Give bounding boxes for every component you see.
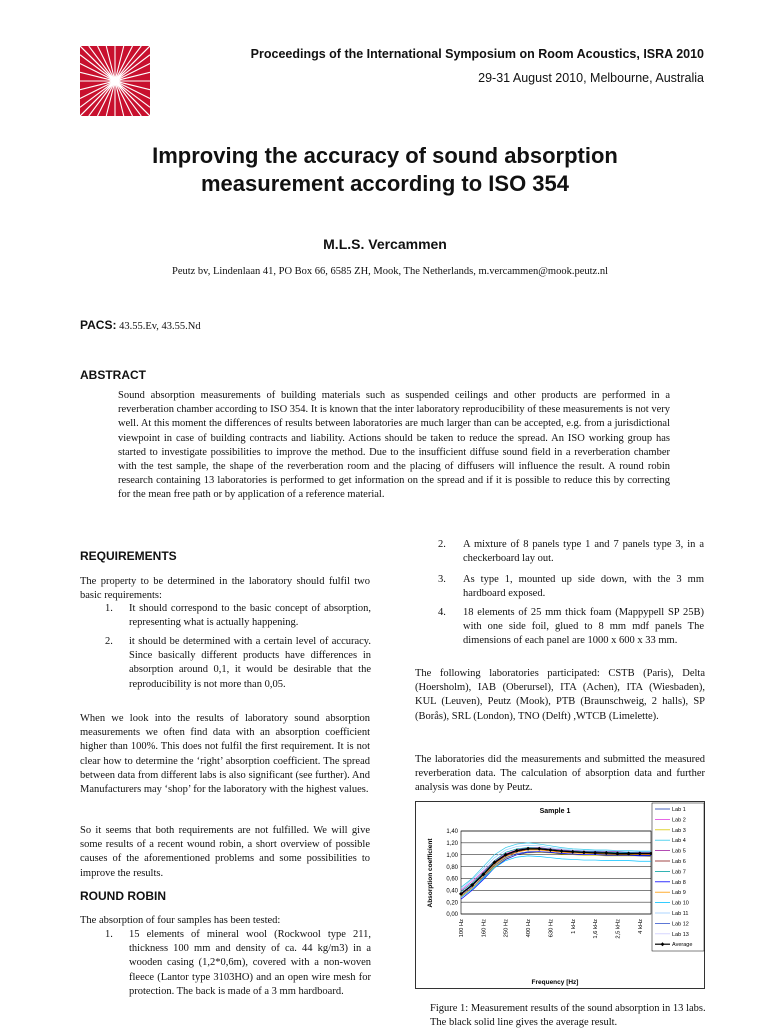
logo-net-pattern [80,46,150,116]
legend-entry: Average [672,942,693,949]
pacs-value: 43.55.Ev, 43.55.Nd [116,321,201,332]
requirements-intro: The property to be determined in the laboratory should fulfil two basic requirements: [80,576,370,602]
abstract-heading: ABSTRACT [80,368,146,382]
legend-entry: Lab 5 [672,848,686,855]
list-item-number: 3. [438,574,446,585]
chart-y-tick-label: 0,40 [446,888,458,895]
chart-x-tick-label: 2,5 kHz [615,919,622,939]
chart-y-tick-label: 0,00 [446,912,458,919]
paragraph-when: When we look into the results of laboratory sound absorption measurements we often find data with an absorption coefficient higher than 100%. This does not fulfil the first requirement. It is not clear how to determine the ‘right’ absorption coefficient. The spread between data from different labs is also significant (see further). And Manufacturers may ‘shop’ for the laboratory with the highest values. [80,713,370,796]
conference-date-location: 29-31 August 2010, Melbourne, Australia [478,71,704,85]
chart-y-axis-label: Absorption coefficient [427,838,434,908]
legend-entry: Lab 10 [672,900,689,907]
chart-x-axis-label: Frequency [Hz] [531,979,579,986]
paper-title [90,142,680,198]
chart-y-tick-label: 1,20 [446,841,458,848]
pacs-line [80,318,201,332]
chart-x-tick-label: 1 kHz [570,919,577,934]
author: M.L.S. Vercammen [323,236,447,252]
legend-entry: Lab 13 [672,931,689,938]
chart-x-tick-label: 100 Hz [459,919,465,938]
list-item [438,606,704,664]
list-item-text: it should be determined with a certain level of accuracy. Since basically different products have differences in absorption around 0,1, it would be desirable that the reproducibility is not more than 0,05. [129,636,371,690]
list-item-text: 18 elements of 25 mm thick foam (Mappypell SP 25B) with one side foil, glued to 8 mm mdf panels The dimensions of each panel are 1000 x 600 x 33 mm. [463,607,704,647]
legend-entry: Lab 9 [672,890,686,897]
paragraph-so: So it seems that both requirements are not fulfilled. We will give some results of a recent wound robin, a short overview of possible causes of the aforementioned problems and some possibilities to improve the results. [80,825,370,879]
pacs-label: PACS: [80,318,117,332]
chart-y-tick-label: 1,00 [446,852,458,859]
list-item-number: 2. [105,636,113,647]
list-item [438,573,704,603]
legend-entry: Lab 4 [672,838,686,845]
list-item [105,928,371,1018]
chart-x-tick-label: 250 Hz [503,919,510,938]
list-item [105,635,371,705]
conference-name: Proceedings of the International Symposium on Room Acoustics, ISRA 2010 [250,47,704,61]
list-item-text: A mixture of 8 panels type 1 and 7 panels type 3, in a checkerboard lay out. [463,539,704,565]
list-item-number: 4. [438,607,446,618]
title-line-2: measurement according to ISO 354 [200,171,570,196]
chart-x-tick-label: 160 Hz [481,919,488,938]
legend-entry: Lab 3 [672,827,686,834]
chart-x-tick-label: 1,6 kHz [593,919,600,939]
chart-x-tick-label: 400 Hz [526,919,533,938]
legend-entry: Lab 2 [672,817,686,824]
list-item-text: 15 elements of mineral wool (Rockwool type 211, thickness 100 mm and density of ca. 44 kg/m3) in a wooden casing (1,2*0,6m), covered with a non-woven fleece (Lantor type 3103HO) and an open wire mesh for protection. The back is made of a 3 mm hardboard. [129,929,371,997]
requirements-heading: REQUIREMENTS [80,549,177,563]
chart-title: Sample 1 [539,808,571,815]
list-item [438,538,704,568]
legend-entry: Lab 7 [672,869,686,876]
chart-y-tick-label: 0,20 [446,900,458,907]
isra-net-logo-icon [80,46,150,116]
list-item-text: As type 1, mounted up side down, with the 3 mm hardboard exposed. [463,574,704,600]
affiliation: Peutz bv, Lindenlaan 41, PO Box 66, 6585 ZH, Mook, The Netherlands, m.vercammen@mook.peutz.nl [171,266,608,277]
legend-entry: Lab 1 [672,807,686,813]
paragraph-laboratories: The following laboratories participated: CSTB (Paris), Delta (Hoersholm), IAB (Oberursel), ITA (Achen), ITA (Wiesbaden), KUL (Leuven), Peutz (Mook), PTB (Braunschweig, 2 halls), SP (Borås), SRL (London), TNO (Delft) ,WTCB (Limelette). [415,668,705,722]
list-item-number: 1. [105,929,113,940]
chart-y-tick-label: 0,80 [446,864,458,871]
chart-y-tick-label: 0,60 [446,876,458,883]
chart-y-tick-label: 1,40 [446,829,458,836]
title-line-1: Improving the accuracy of sound absorption [152,143,618,168]
paragraph-measurements: The laboratories did the measurements and submitted the measured reverberation data. The calculation of absorption data and further analysis was done by Peutz. [415,754,705,794]
list-item [105,602,371,632]
abstract-text: Sound absorption measurements of building materials such as suspended ceilings and other products are performed in a reverberation chamber according to ISO 354. It is known that the inter laboratory reproducibility of these measurements is not very well. At this moment the differences of results between laboratories are much larger than can be accepted, e.g. from a jurisdictional viewpoint in case of building contracts and liability. Actions should be taken to reduce the spread. An ISO working group has started to investigate possibilities to improve the method. Due to the insufficient diffuse sound field in a reverberation chamber with the test sample, the shape of the reverberation room and the placing of diffusers will influence the result. A round robin research containing 13 laboratories is performed to get information on the spread and if it is possible to reduce this by correcting for the mean free path or by application of a reference material. [118,390,670,501]
list-item-number: 2. [438,539,446,550]
figure-caption: Figure 1: Measurement results of the sound absorption in 13 labs. The black solid line gives the average result. [430,1003,706,1028]
chart-x-tick-label: 630 Hz [548,919,555,938]
legend-entry: Lab 11 [672,911,689,917]
round-robin-heading: ROUND ROBIN [80,889,166,903]
list-item-number: 1. [105,603,113,614]
legend-entry: Lab 12 [672,921,689,928]
chart-legend-box [652,803,704,951]
list-item-text: It should correspond to the basic concept of absorption, representing what is actually happening. [129,603,371,629]
legend-entry: Lab 6 [672,859,686,865]
absorption-chart [415,801,705,989]
round-robin-intro: The absorption of four samples has been tested: [80,915,281,926]
legend-entry: Lab 8 [672,879,686,886]
chart-x-tick-label: 4 kHz [637,919,644,934]
